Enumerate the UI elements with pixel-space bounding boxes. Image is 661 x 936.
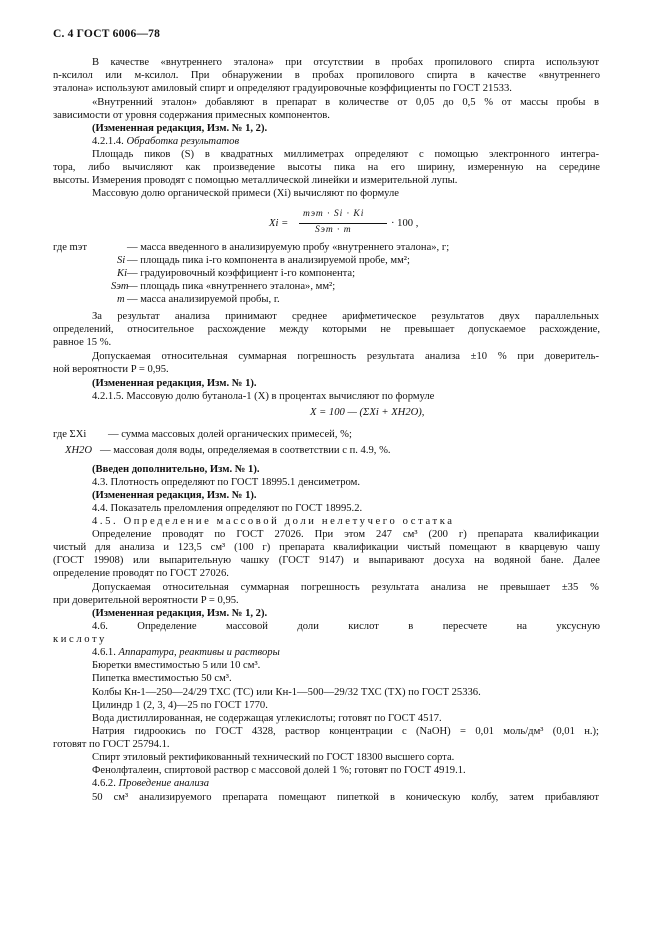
section-title: Проведение анализа [118, 778, 210, 789]
section-number: 4.6.1. [92, 647, 116, 658]
formula-denominator: Sэт · m [315, 225, 352, 235]
section-title: Обработка результатов [126, 136, 240, 147]
amendment-note: (Измененная редакция, Изм. № 1). [92, 490, 257, 501]
paragraph-line: зависимости от уровня содержания примесных компонентов. [53, 110, 330, 121]
paragraph-line: эталона» используют амиловый спирт и определяют градуировочные коэффициенты по ГОСТ 21533. [53, 83, 512, 94]
paragraph-line: Допускаемая относительная суммарная погрешность результата анализа не превышает ±35 % [92, 582, 599, 593]
list-item: Вода дистиллированная, не содержащая углекислоты; готовят по ГОСТ 4517. [92, 713, 442, 724]
formula-tail: · 100 , [391, 218, 419, 229]
paragraph-line: В качестве «внутреннего эталона» при отсутствии в пробах пропилового спирта используют [92, 57, 599, 68]
paragraph-line: Площадь пиков (S) в квадратных миллиметрах определяют с помощью электронного интегра- [92, 149, 599, 160]
variable-description: — площадь пика i-го компонента в анализируемой пробе, мм²; [127, 255, 410, 266]
variable-description: — масса анализируемой пробы, г. [127, 294, 280, 305]
paragraph-line: Фенолфталеин, спиртовой раствор с массовой долей 1 %; готовят по ГОСТ 4919.1. [92, 765, 466, 776]
paragraph-line: Натрия гидроокись по ГОСТ 4328, раствор концентрации с (NaOH) = 0,01 моль/дм³ (0,01 н.); [92, 726, 599, 737]
paragraph-line: «Внутренний эталон» добавляют в препарат в количестве от 0,05 до 0,5 % от массы пробы в [92, 97, 599, 108]
paragraph-line: готовят по ГОСТ 25794.1. [53, 739, 170, 750]
list-item: Пипетка вместимостью 50 см³. [92, 673, 232, 684]
list-item: Колбы Кн-1—250—24/29 ТХС (ТС) или Кн-1—500—29/32 ТХС (ТХ) по ГОСТ 25336. [92, 687, 481, 698]
paragraph-line: Допускаемая относительная суммарная погрешность результата анализа ±10 % при доверитель- [92, 351, 599, 362]
paragraph-line: ной вероятности P = 0,95. [53, 364, 169, 375]
variable-description: — сумма массовых долей органических примесей, %; [108, 429, 352, 440]
amendment-note: (Введен дополнительно, Изм. № 1). [92, 464, 260, 475]
section-heading [92, 135, 239, 148]
paragraph-line: n-ксилол или м-ксилол. При обнаружении в пробах пропилового спирта в качестве «внутреннего [53, 70, 600, 81]
section-heading [92, 777, 209, 790]
variable-symbol: Si [117, 255, 126, 266]
paragraph-line: тора, либо вычисляют как произведение высоты пика на его ширину, измеренную на середине [53, 162, 600, 173]
amendment-note: (Измененная редакция, Изм. № 1, 2). [92, 608, 268, 619]
paragraph-line: За результат анализа принимают среднее арифметическое результатов двух параллельных [92, 311, 599, 322]
paragraph-line: при доверительной вероятности P = 0,95. [53, 595, 239, 606]
paragraph-line: Определение проводят по ГОСТ 27026. При этом 247 см³ (200 г) препарата квалификации [92, 529, 599, 540]
paragraph-line: равное 15 %. [53, 337, 112, 348]
section-heading-acids-cont: кислоту [53, 634, 107, 645]
variable-symbol: Ki [117, 268, 128, 279]
variable-symbol: XH2O [65, 445, 93, 456]
section-number: 4.6.2. [92, 778, 116, 789]
section-heading-acids: 4.6. Определение массовой доли кислот в пересчете на уксусную [92, 621, 600, 632]
paragraph-line: высоты. Измерения проводят с помощью металлической линейки и измерительной лупы. [53, 175, 458, 186]
paragraph-line: 4.2.1.5. Массовую долю бутанола-1 (X) в процентах вычисляют по формуле [92, 391, 435, 402]
paragraph-line: Спирт этиловый ректификованный технический по ГОСТ 18300 высшего сорта. [92, 752, 455, 763]
formula-lhs: Xi = [269, 218, 289, 229]
paragraph-line: чистый для анализа и 123,5 см³ (100 г) препарата квалификации чистый помещают в кварцевую чашу [53, 542, 600, 553]
paragraph-line: (ГОСТ 19908) или выпарительную чашку (ГОСТ 9147) и выпаривают досуха на водяной бане. Далее [53, 555, 600, 566]
variable-symbol: где mэт [53, 242, 87, 253]
section-heading [92, 646, 280, 659]
paragraph-line: 4.4. Показатель преломления определяют по ГОСТ 18995.2. [92, 503, 363, 514]
paragraph-line: 50 см³ анализируемого препарата помещают пипеткой в коническую колбу, затем прибавляют [92, 792, 599, 803]
variable-symbol: m [117, 294, 125, 305]
list-item: Цилиндр 1 (2, 3, 4)—25 по ГОСТ 1770. [92, 700, 268, 711]
paragraph-line: Массовую долю органической примеси (Xi) вычисляют по формуле [92, 188, 400, 199]
variable-symbol: Sэт [111, 281, 129, 292]
section-heading-residue: 4.5. Определение массовой доли нелетучего остатка [92, 516, 455, 527]
amendment-note: (Измененная редакция, Изм. № 1, 2). [92, 123, 268, 134]
formula-numerator: mэт · Si · Ki [303, 209, 365, 219]
variable-description: — площадь пика «внутреннего эталона», мм²; [127, 281, 336, 292]
section-number: 4.2.1.4. [92, 136, 124, 147]
amendment-note: (Измененная редакция, Изм. № 1). [92, 378, 257, 389]
variable-description: — масса введенного в анализируемую пробу «внутреннего эталона», г; [127, 242, 450, 253]
paragraph-line: 4.3. Плотность определяют по ГОСТ 18995.1 денсиметром. [92, 477, 360, 488]
list-item: Бюретки вместимостью 5 или 10 см³. [92, 660, 261, 671]
formula-butanol: X = 100 — (ΣXi + XH2O), [310, 407, 425, 418]
variable-symbol: где ΣXi [53, 429, 87, 440]
page-header: С. 4 ГОСТ 6006—78 [53, 28, 161, 40]
formula-mass-fraction [269, 208, 429, 238]
section-title: Аппаратура, реактивы и растворы [118, 647, 280, 658]
variable-description: — градуировочный коэффициент i-го компонента; [127, 268, 356, 279]
paragraph-line: определение проводят по ГОСТ 27026. [53, 568, 229, 579]
paragraph-line: определений, относительное расхождение между которыми не превышает допускаемое расхождение, [53, 324, 600, 335]
variable-description: — массовая доля воды, определяемая в соответствии с п. 4.9, %. [100, 445, 391, 456]
